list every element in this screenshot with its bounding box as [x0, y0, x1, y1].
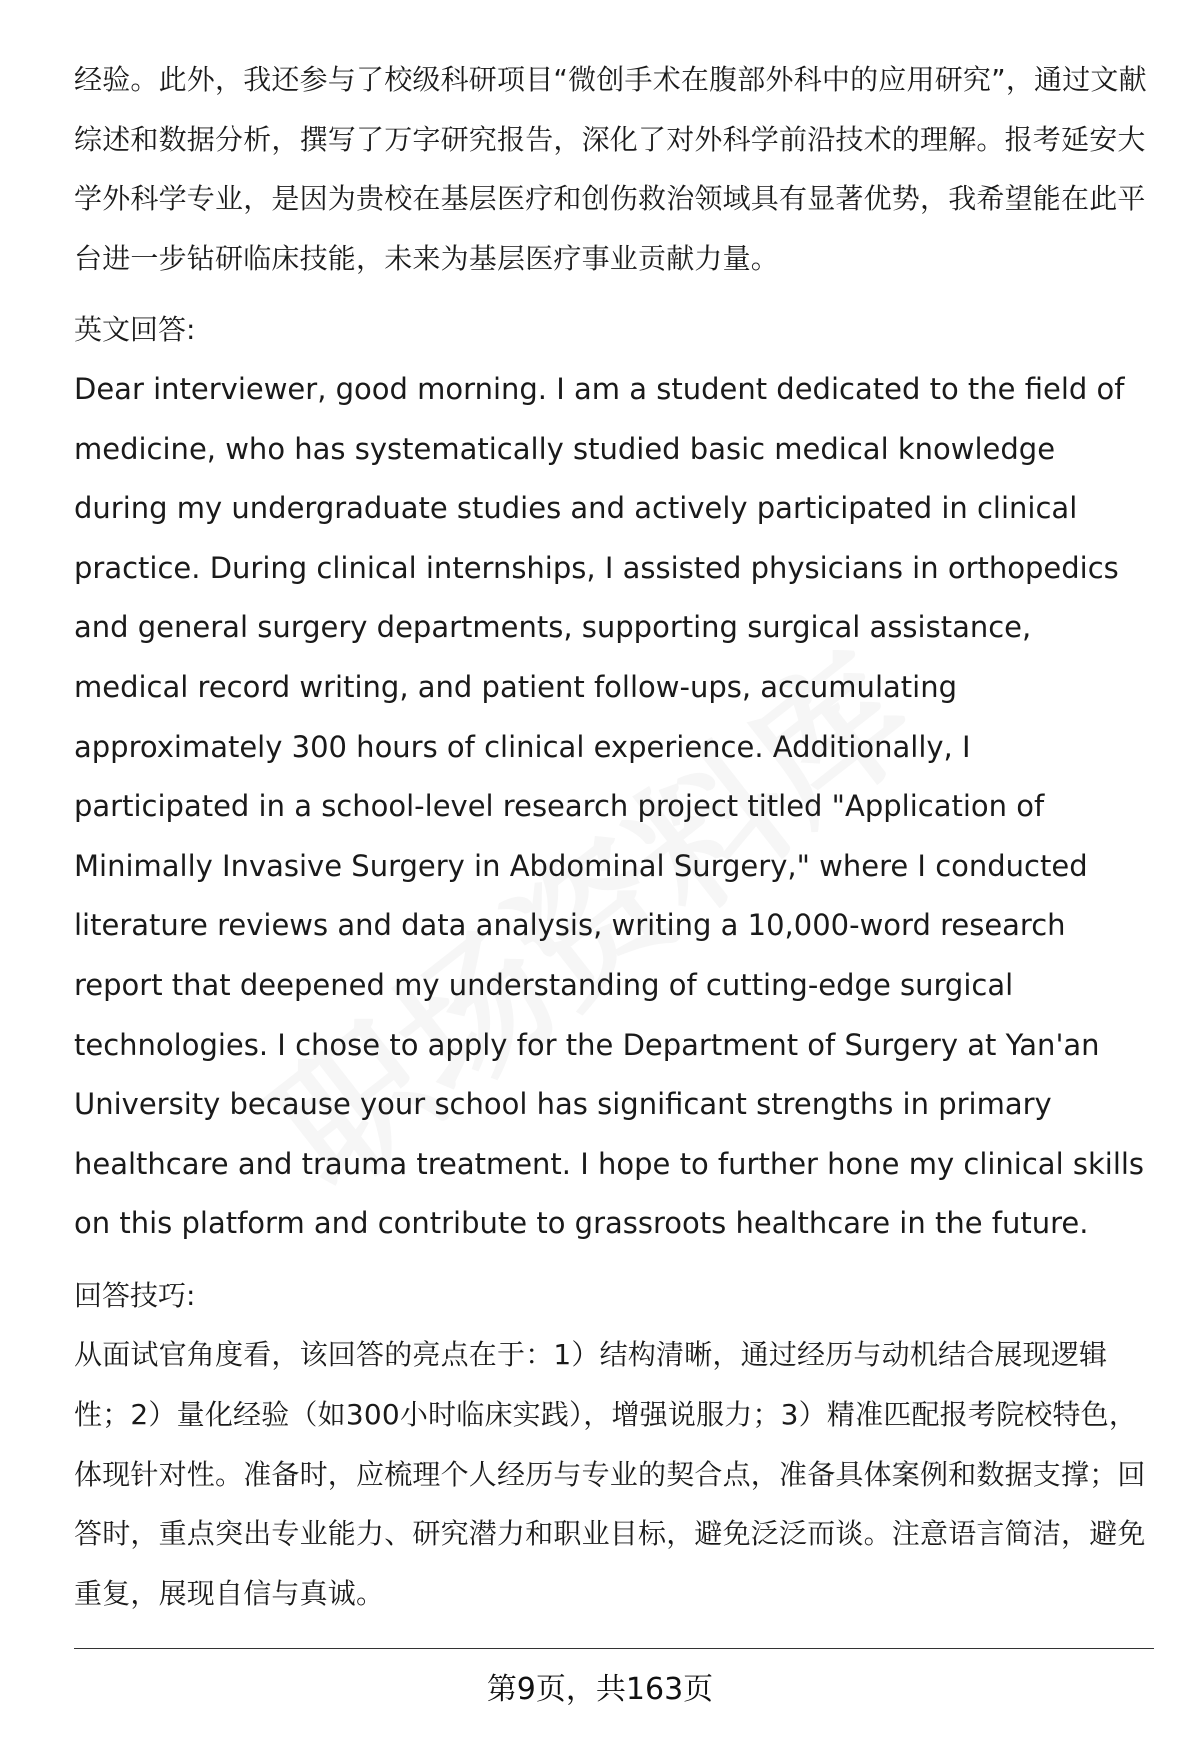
document-body: [74, 50, 1154, 1623]
english-answer-label: 英文回答:: [74, 313, 196, 347]
english-answer-text: Dear interviewer, good morning. I am a student dedicated to the field of medicine, who has systematically studied basic medical knowledge during my undergraduate studies and actively participated in clinical practice. During clinical internships, I assisted physicians in orthopedics and general surgery departments, supporting surgical assistance, medical record writing, and patient follow-ups, accumulating approximately 300 hours of clinical experience. Additionally, I participated in a school-level research project titled "Application of Minimally Invasive Surgery in Abdominal Surgery," where I conducted literature reviews and data analysis, writing a 10,000-word research report that deepened my understanding of cutting-edge surgical technologies. I chose to apply for the Department of Surgery at Yan'an University because your school has significant strengths in primary healthcare and trauma treatment. I hope to further hone my clinical skills on this platform and contribute to grassroots healthcare in the future.: [74, 371, 1145, 1241]
answer-tips-text: 从面试官角度看，该回答的亮点在于：1）结构清晰，通过经历与动机结合展现逻辑性；2）量化经验（如300小时临床实践），增强说服力；3）精准匹配报考院校特色，体现针对性。准备时，应梳理个人经历与专业的契合点，准备具体案例和数据支撑；回答时，重点突出专业能力、研究潜力和职业目标，避免泛泛而谈。注意语言简洁，避免重复，展现自信与真诚。: [74, 1338, 1146, 1610]
page-indicator: 第9页，共163页: [486, 1672, 714, 1707]
spacer: [74, 288, 1154, 300]
footer-divider: [74, 1648, 1154, 1649]
chinese-answer-continuation: 经验。此外，我还参与了校级科研项目“微创手术在腹部外科中的应用研究”，通过文献综述和数据分析，撰写了万字研究报告，深化了对外科学前沿技术的理解。报考延安大学外科学专业，是因为贵校在基层医疗和创伤救治领域具有显著优势，我希望能在此平台进一步钻研临床技能，未来为基层医疗事业贡献力量。: [74, 63, 1147, 275]
spacer: [74, 1254, 1154, 1266]
answer-tips-label: 回答技巧:: [74, 1278, 196, 1312]
